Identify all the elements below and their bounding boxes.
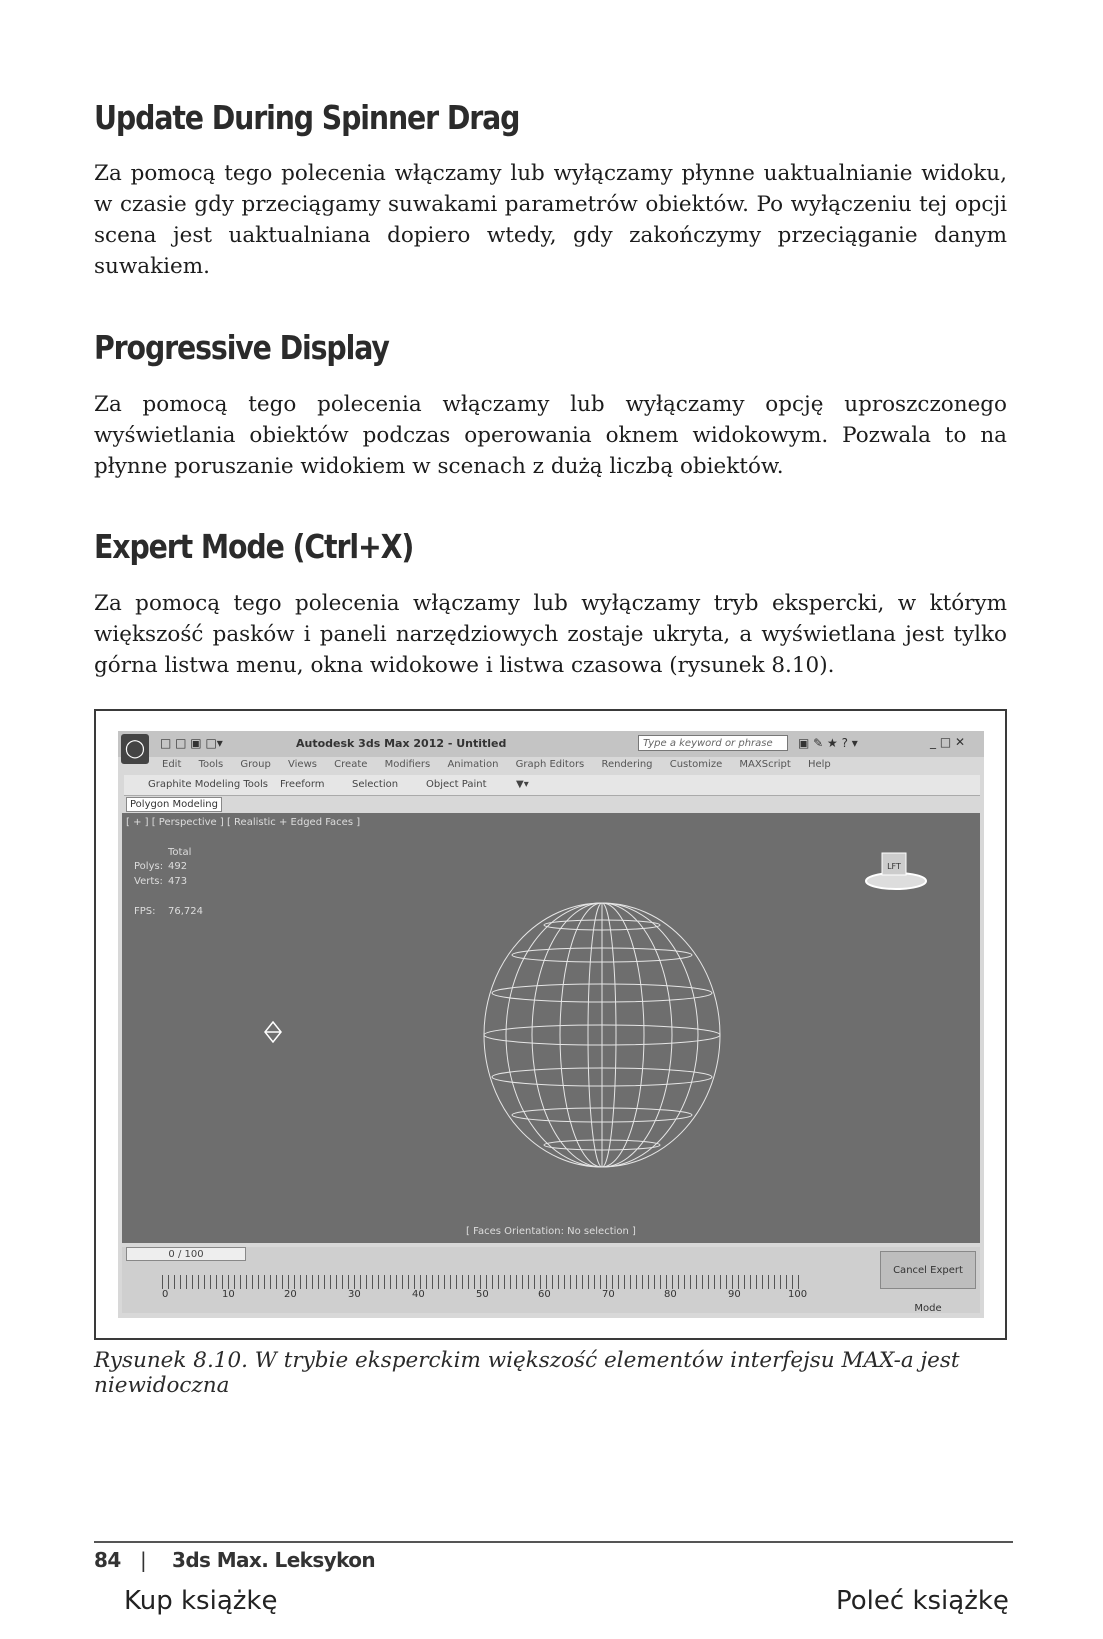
menu-bar [162, 759, 845, 773]
stats-fps-label: FPS: [134, 906, 156, 917]
timeline-tick-label: 100 [788, 1289, 808, 1300]
time-slider: 0 / 100 [126, 1247, 246, 1261]
stats-verts-value: 473 [168, 876, 188, 887]
recommend-book-link[interactable]: Poleć książkę [836, 1586, 1009, 1616]
wireframe-sphere [478, 897, 726, 1173]
viewport-label: [ + ] [ Perspective ] [ Realistic + Edged Faces ] [126, 817, 361, 828]
footer-rule [94, 1541, 1013, 1543]
ribbon-tab-graphite: Graphite Modeling Tools [148, 779, 269, 790]
stats-header: Total [168, 847, 192, 858]
menu-item: Graph Editors [515, 759, 585, 770]
stats-polys-value: 492 [168, 861, 188, 872]
ribbon-tab-freeform: Freeform [280, 779, 325, 790]
buy-book-link[interactable]: Kup książkę [124, 1586, 278, 1616]
timeline-tick-label: 10 [222, 1289, 235, 1300]
figure-screenshot [118, 731, 984, 1318]
book-title: 3ds Max. Leksykon [172, 1548, 376, 1572]
quick-access-toolbar-icon: □ □ ▣ □▾ [160, 736, 223, 750]
viewport [122, 813, 980, 1243]
menu-item: Edit [162, 759, 182, 770]
timeline-tick-label: 50 [476, 1289, 489, 1300]
section-body-spinner-drag: Za pomocą tego polecenia włączamy lub wyłączamy płynne uaktualnianie widoku, w czasie gdy przeciągamy suwakami parametrów obiektów. Po wyłączeniu tej opcji scena jest uaktualniana dopiero wtedy, gdy zakończymy przeciąganie danym suwakiem. [94, 161, 1007, 279]
ribbon-dropdown-icon: ▼▾ [516, 779, 529, 790]
ribbon-tabs [124, 775, 980, 796]
menu-item: Help [807, 759, 831, 770]
ribbon-tab-object-paint: Object Paint [426, 779, 487, 790]
stats-verts-label: Verts: [134, 876, 163, 887]
figure-caption: Rysunek 8.10. W trybie eksperckim większość elementów interfejsu MAX-a jest niewidoczna [94, 1348, 960, 1398]
section-body-progressive-display: Za pomocą tego polecenia włączamy lub wyłączamy opcję uproszczonego wyświetlania obiektów podczas operowania oknem widokowym. Pozwala to na płynne poruszanie widokiem w scenach z dużą liczbą obiektów. [94, 392, 1007, 479]
menu-item: Modifiers [384, 759, 431, 770]
menu-item: Create [334, 759, 368, 770]
search-input: Type a keyword or phrase [638, 735, 788, 751]
menu-item: Tools [198, 759, 224, 770]
menu-item: Customize [669, 759, 723, 770]
timeline-tick-label: 20 [284, 1289, 297, 1300]
viewcube-label: LFT [887, 862, 901, 871]
cancel-expert-mode-button: Cancel Expert Mode [880, 1251, 976, 1289]
viewcube-icon [864, 845, 928, 891]
menu-item: Group [240, 759, 271, 770]
section-body-expert-mode: Za pomocą tego polecenia włączamy lub wyłączamy tryb ekspercki, w którym większość pasków i paneli narzędziowych zostaje ukryta, a wyświetlana jest tylko górna listwa menu, okna widokowe i listwa czasowa (rysunek 8.10). [94, 591, 1007, 678]
section-heading-spinner-drag: Update During Spinner Drag [94, 98, 520, 137]
timeline-tick-label: 80 [664, 1289, 677, 1300]
section-heading-progressive-display: Progressive Display [94, 328, 389, 367]
page-number: 84 [94, 1548, 121, 1572]
ribbon-panel-label: Polygon Modeling [126, 797, 222, 812]
stats-polys-label: Polys: [134, 861, 164, 872]
timeline-tick-label: 70 [602, 1289, 615, 1300]
timeline [122, 1247, 980, 1313]
stats-fps-value: 76,724 [168, 906, 203, 917]
ribbon-tab-selection: Selection [352, 779, 399, 790]
viewport-footer: [ Faces Orientation: No selection ] [466, 1226, 636, 1237]
menu-item: MAXScript [739, 759, 791, 770]
menu-item: Views [288, 759, 317, 770]
timeline-tick-label: 30 [348, 1289, 361, 1300]
footer-separator: | [140, 1548, 147, 1572]
menu-item: Rendering [601, 759, 653, 770]
timeline-tick-label: 40 [412, 1289, 425, 1300]
app-logo-icon: ◯ [121, 734, 149, 764]
timeline-tick-label: 0 [162, 1289, 169, 1300]
window-controls-icon: _ □ ✕ [930, 735, 966, 749]
app-title-bar [118, 731, 984, 757]
section-heading-expert-mode: Expert Mode (Ctrl+X) [94, 527, 414, 566]
timeline-tick-label: 60 [538, 1289, 551, 1300]
timeline-tick-label: 90 [728, 1289, 741, 1300]
pivot-gizmo-icon [264, 1021, 282, 1043]
menu-item: Animation [447, 759, 499, 770]
timeline-track [162, 1275, 802, 1289]
app-title: Autodesk 3ds Max 2012 - Untitled [296, 737, 507, 750]
info-center-icons: ▣ ✎ ★ ? ▾ [798, 736, 858, 750]
